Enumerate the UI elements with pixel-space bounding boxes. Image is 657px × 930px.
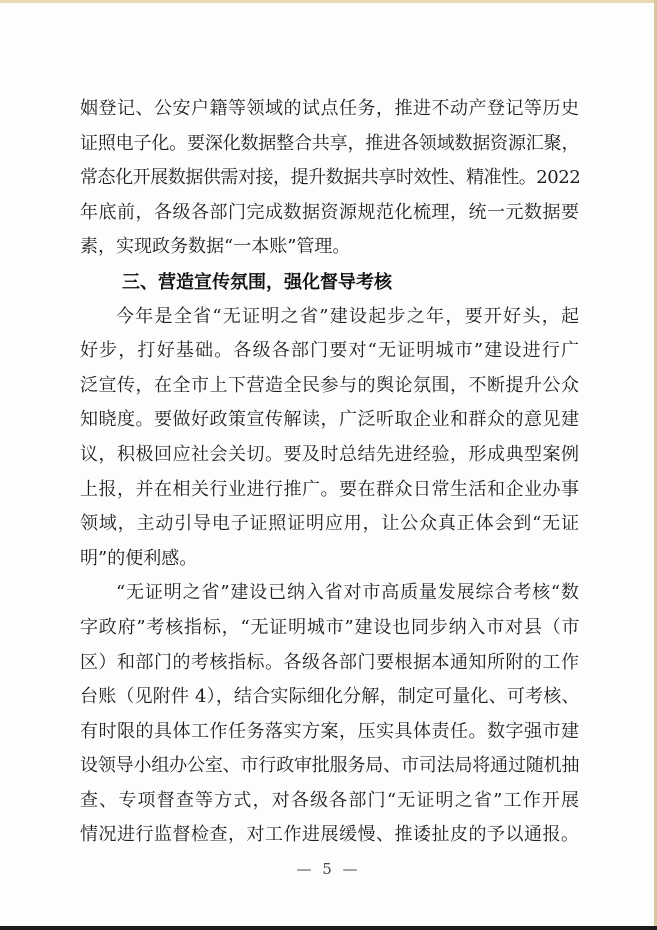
text-line: 泛宣传，在全市上下营造全民参与的舆论氛围，不断提升公众 bbox=[80, 374, 579, 396]
scan-edge-bottom bbox=[0, 926, 657, 930]
text-line: 明”的便利感。 bbox=[80, 547, 198, 569]
text-line: 区）和部门的考核指标。各级各部门要根据本通知所附的工作 bbox=[80, 651, 579, 673]
text-line: 设领导小组办公室、市行政审批服务局、市司法局将通过随机抽 bbox=[80, 755, 579, 777]
text-line: 有时限的具体工作任务落实方案，压实具体责任。数字强市建 bbox=[80, 720, 579, 742]
text-line: 好步，打好基础。各级各部门要对“无证明城市”建设进行广 bbox=[80, 340, 579, 362]
text-line: 领域，主动引导电子证照证明应用，让公众真正体会到“无证 bbox=[80, 513, 579, 535]
text-line: 台账（见附件 4），结合实际细化分解，制定可量化、可考核、 bbox=[80, 686, 579, 708]
text-line: 今年是全省“无证明之省”建设起步之年，要开好头，起 bbox=[116, 305, 579, 327]
text-line: 证照电子化。要深化数据整合共享，推进各领域数据资源汇聚， bbox=[80, 132, 579, 154]
text-line: 议，积极回应社会关切。要及时总结先进经验，形成典型案例 bbox=[80, 443, 579, 465]
text-line: 年底前，各级各部门完成数据资源规范化梳理，统一元数据要 bbox=[80, 201, 579, 223]
text-line: 知晓度。要做好政策宣传解读，广泛听取企业和群众的意见建 bbox=[80, 409, 579, 431]
text-line: 字政府”考核指标，“无证明城市”建设也同步纳入市对县（市 bbox=[80, 616, 579, 638]
text-line: 素，实现政务数据“一本账”管理。 bbox=[80, 236, 351, 258]
text-line: “无证明之省”建设已纳入省对市高质量发展综合考核“数 bbox=[116, 582, 579, 604]
text-line: 常态化开展数据供需对接，提升数据共享时效性、精准性。2022 bbox=[80, 167, 581, 189]
text-line: 查、专项督查等方式，对各级各部门“无证明之省”工作开展 bbox=[80, 789, 579, 811]
page-number: — 5 — bbox=[296, 860, 361, 878]
scan-edge-top bbox=[0, 0, 657, 3]
document-body bbox=[80, 92, 579, 853]
text-line: 上报，并在相关行业进行推广。要在群众日常生活和企业办事 bbox=[80, 478, 579, 500]
text-line: 姻登记、公安户籍等领域的试点任务，推进不动产登记等历史 bbox=[80, 98, 579, 119]
section-heading: 三、营造宣传氛围，强化督导考核 bbox=[122, 271, 392, 292]
text-line: 情况进行监督检查，对工作进展缓慢、推诿扯皮的予以通报。 bbox=[80, 824, 579, 846]
